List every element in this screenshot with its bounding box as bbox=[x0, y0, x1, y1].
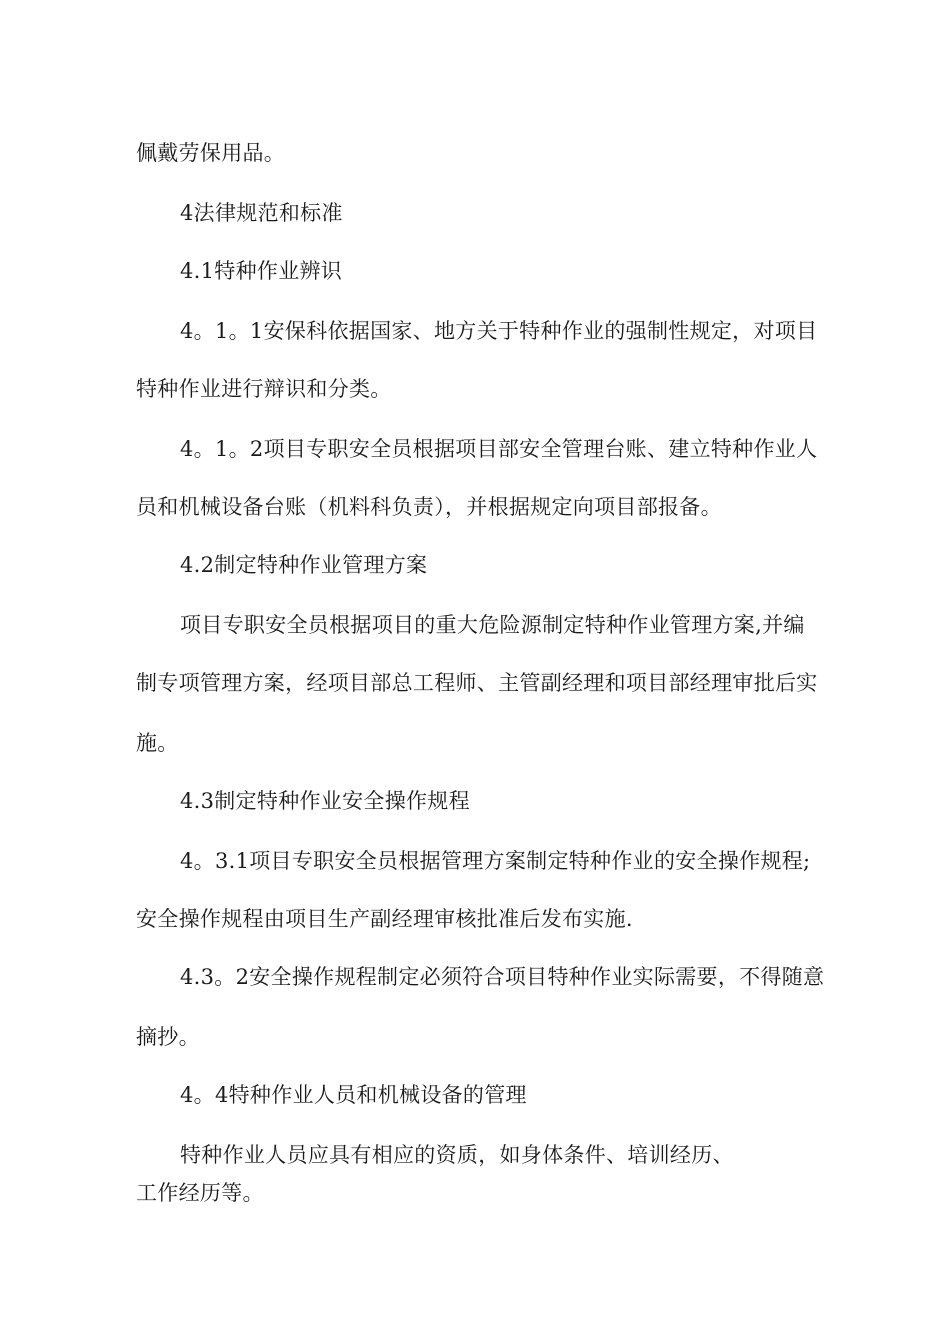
heading-4-2: 4.2制定特种作业管理方案 bbox=[180, 553, 428, 577]
text-line-4: 4。1。1安保科依据国家、地方关于特种作业的强制性规定，对项目 bbox=[180, 319, 818, 343]
text-line-14: 安全操作规程由项目生产副经理审核批准后发布实施. bbox=[136, 907, 633, 931]
text-line-15: 4.3。2安全操作规程制定必须符合项目特种作业实际需要，不得随意 bbox=[180, 965, 825, 989]
heading-4-1: 4.1特种作业辨识 bbox=[180, 259, 343, 283]
text-line-11: 施。 bbox=[136, 731, 179, 755]
text-line-1: 佩戴劳保用品。 bbox=[136, 141, 286, 165]
heading-4: 4法律规范和标准 bbox=[180, 201, 343, 225]
heading-4-4: 4。4特种作业人员和机械设备的管理 bbox=[180, 1083, 527, 1107]
text-line-9: 项目专职安全员根据项目的重大危险源制定特种作业管理方案,并编 bbox=[180, 613, 805, 637]
text-line-18: 特种作业人员应具有相应的资质，如身体条件、培训经历、 bbox=[180, 1143, 734, 1167]
text-line-5: 特种作业进行辩识和分类。 bbox=[136, 377, 392, 401]
text-line-6: 4。1。2项目专职安全员根据项目部安全管理台账、建立特种作业人 bbox=[180, 437, 818, 461]
text-line-10: 制专项管理方案，经项目部总工程师、主管副经理和项目部经理审批后实 bbox=[136, 671, 818, 695]
heading-4-3: 4.3制定特种作业安全操作规程 bbox=[180, 789, 470, 813]
text-line-7: 员和机械设备台账（机料科负责），并根据规定向项目部报备。 bbox=[136, 495, 722, 519]
text-line-19: 工作经历等。 bbox=[136, 1181, 264, 1205]
text-line-16: 摘抄。 bbox=[136, 1025, 200, 1049]
text-line-13: 4。3.1项目专职安全员根据管理方案制定特种作业的安全操作规程; bbox=[180, 849, 811, 873]
